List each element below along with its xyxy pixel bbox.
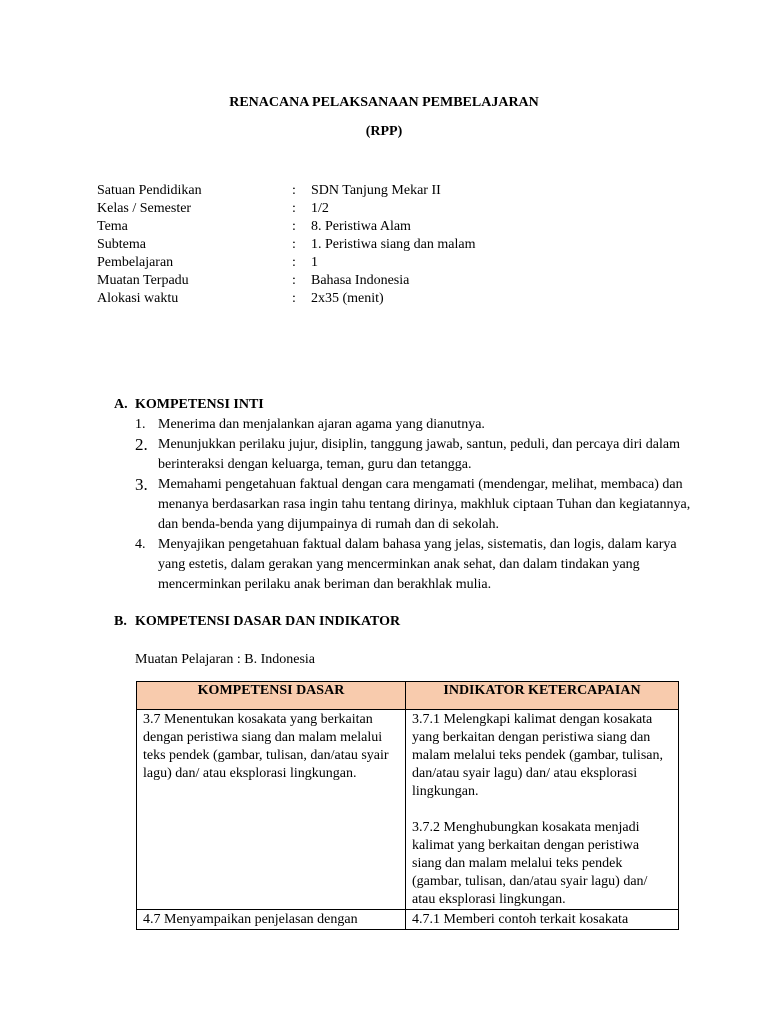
list-number: 1. [135, 417, 146, 432]
info-label: Subtema [97, 237, 146, 252]
table-header-row [137, 682, 679, 710]
list-text: Menunjukkan perilaku jujur, disiplin, tanggung jawab, santun, peduli, dan percaya diri dalam berinteraksi dengan keluarga, teman, guru dan tetangga. [158, 437, 680, 472]
section-letter: B. [114, 614, 127, 629]
table-row [137, 710, 679, 910]
info-value: 8. Peristiwa Alam [311, 219, 411, 234]
info-label: Kelas / Semester [97, 201, 192, 216]
info-value: 1 [311, 255, 318, 270]
info-value: 1/2 [311, 201, 329, 216]
list-text: Menyajikan pengetahuan faktual dalam bahasa yang jelas, sistematis, dan logis, dalam karya yang estetis, dalam gerakan yang mencerminkan anak sehat, dan dalam tindakan yang mencerminkan perilaku anak beriman dan berakhlak mulia. [158, 537, 677, 592]
kompetensi-table [136, 681, 679, 930]
table-cell-indikator [406, 710, 679, 910]
spacer [412, 801, 672, 819]
info-value: 1. Peristiwa siang dan malam [311, 237, 476, 252]
kd-text: 4.7 Menyampaikan penjelasan dengan [143, 912, 358, 927]
table-cell-kd [137, 710, 406, 910]
document-title: RENACANA PELAKSANAAN PEMBELAJARAN [229, 95, 539, 110]
section-heading-kompetensi-dasar [114, 614, 400, 630]
list-item [135, 415, 695, 435]
section-title: KOMPETENSI INTI [135, 397, 264, 412]
table-row [137, 910, 679, 930]
document-subtitle: (RPP) [365, 124, 403, 139]
info-value: Bahasa Indonesia [311, 273, 410, 288]
indikator-text: 3.7.2 Menghubungkan kosakata menjadi kalimat yang berkaitan dengan peristiwa siang dan malam melalui teks pendek (gambar, tulisan, dan/atau syair lagu) dan/ atau eksplorasi lingkungan. [412, 820, 648, 907]
list-item [135, 535, 695, 595]
list-number: 3. [135, 475, 148, 494]
list-item [135, 475, 695, 535]
section-title: KOMPETENSI DASAR DAN INDIKATOR [135, 614, 401, 629]
table-cell-kd [137, 910, 406, 930]
list-number: 2. [135, 435, 148, 454]
info-colon: : [292, 291, 296, 306]
kompetensi-inti-list [135, 415, 695, 595]
info-label: Alokasi waktu [97, 291, 179, 306]
list-item [135, 435, 695, 475]
section-heading-kompetensi-inti [114, 397, 264, 413]
kd-text: 3.7 Menentukan kosakata yang berkaitan dengan peristiwa siang dan malam melalui teks pendek (gambar, tulisan, dan/atau syair lagu) dan/ atau eksplorasi lingkungan. [143, 712, 389, 781]
info-colon: : [292, 201, 296, 216]
info-label: Satuan Pendidikan [97, 183, 202, 198]
column-header-kompetensi-dasar: KOMPETENSI DASAR [137, 682, 406, 710]
list-text: Menerima dan menjalankan ajaran agama yang dianutnya. [158, 417, 485, 432]
list-number: 4. [135, 537, 146, 552]
info-value: 2x35 (menit) [311, 291, 384, 306]
column-header-indikator: INDIKATOR KETERCAPAIAN [406, 682, 679, 710]
section-letter: A. [114, 397, 128, 412]
info-colon: : [292, 183, 296, 198]
info-label: Tema [97, 219, 128, 234]
list-text: Memahami pengetahuan faktual dengan cara mengamati (mendengar, melihat, membaca) dan menanya berdasarkan rasa ingin tahu tentang dirinya, makhluk ciptaan Tuhan dan kegiatannya, dan benda-benda yang dijumpainya di rumah dan di sekolah. [158, 477, 691, 532]
info-colon: : [292, 237, 296, 252]
indikator-text: 3.7.1 Melengkapi kalimat dengan kosakata yang berkaitan dengan peristiwa siang dan malam melalui teks pendek (gambar, tulisan, dan/atau syair lagu) dan/ atau eksplorasi lingkungan. [412, 712, 663, 799]
info-label: Muatan Terpadu [97, 273, 189, 288]
info-colon: : [292, 219, 296, 234]
indikator-text: 4.7.1 Memberi contoh terkait kosakata [412, 912, 629, 927]
info-label: Pembelajaran [97, 255, 174, 270]
info-colon: : [292, 273, 296, 288]
info-colon: : [292, 255, 296, 270]
info-value: SDN Tanjung Mekar II [311, 183, 441, 198]
muatan-pelajaran: Muatan Pelajaran : B. Indonesia [135, 652, 316, 667]
table-cell-indikator [406, 910, 679, 930]
